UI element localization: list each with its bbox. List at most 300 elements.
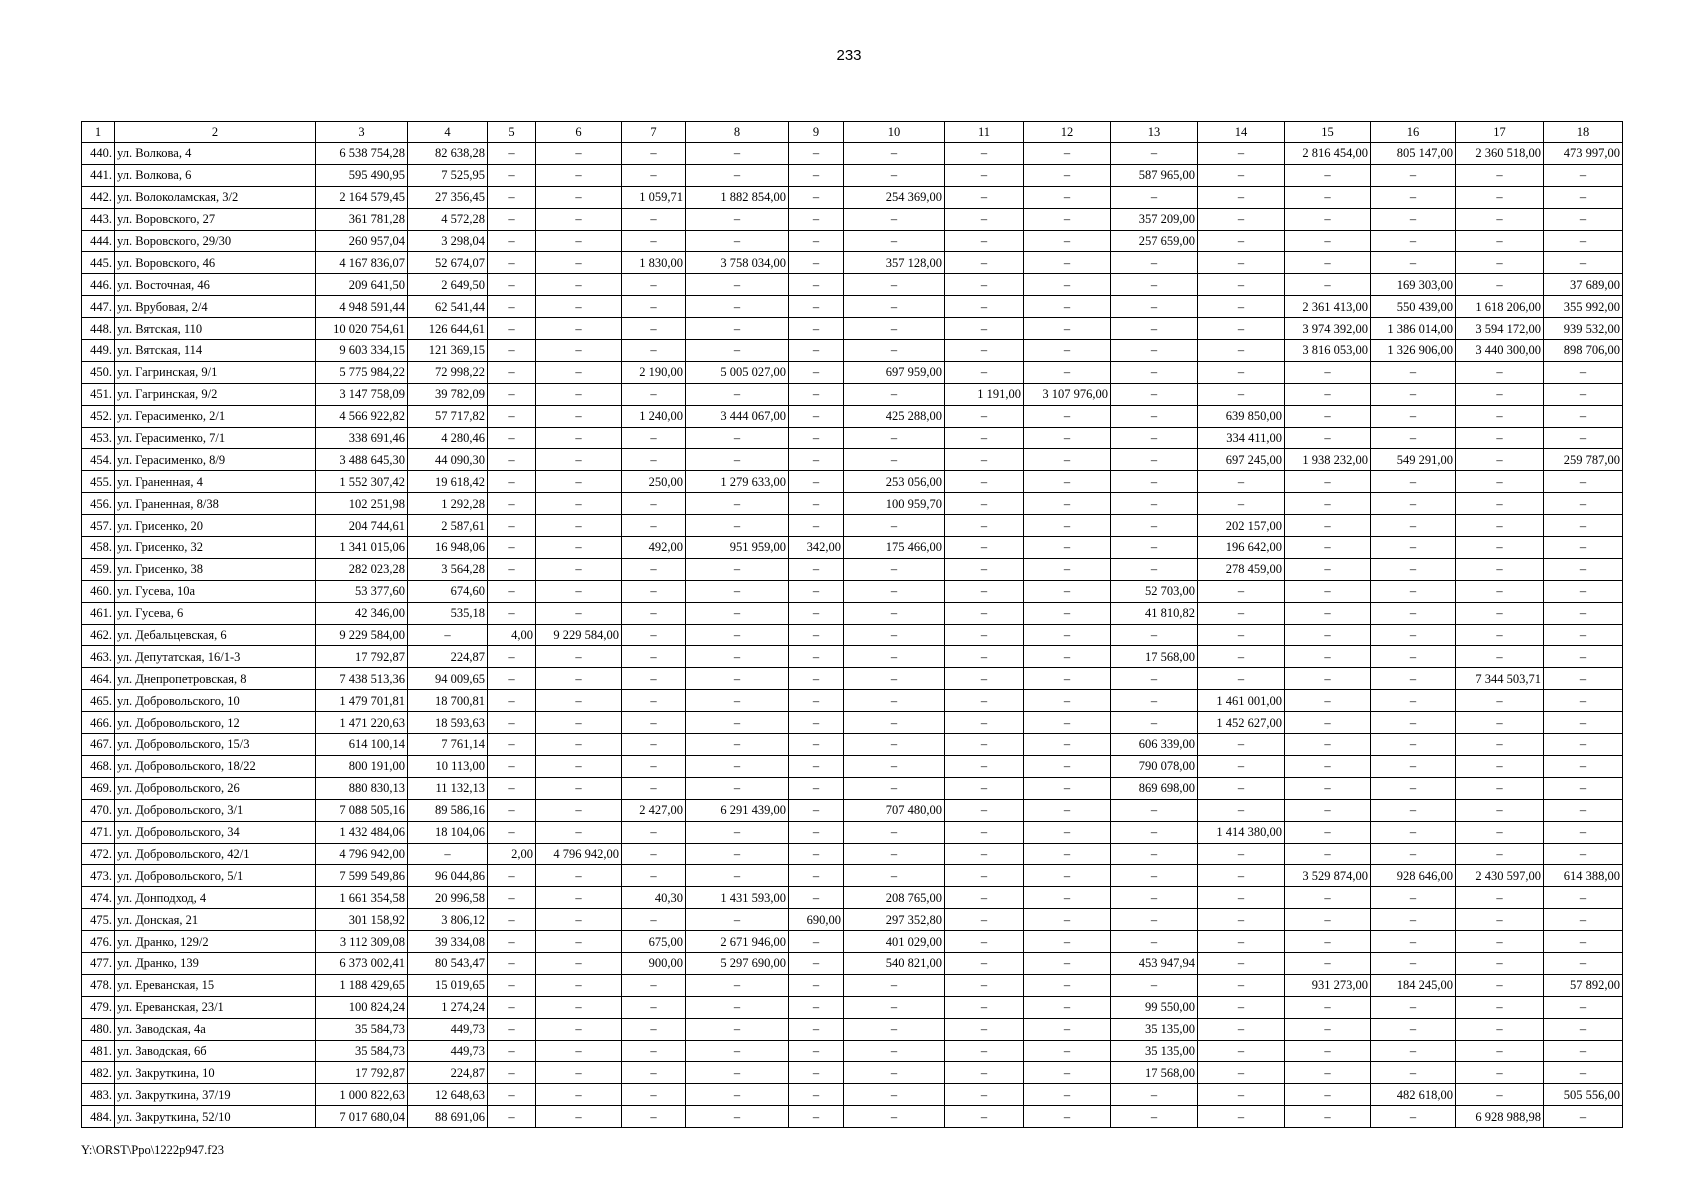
table-row [82, 296, 1623, 318]
value-cell: – [1456, 449, 1544, 471]
value-cell: – [1111, 427, 1198, 449]
value-cell: – [1544, 580, 1623, 602]
value-cell: – [1456, 558, 1544, 580]
value-cell: 342,00 [789, 537, 844, 559]
address-cell: ул. Граненная, 8/38 [115, 493, 316, 515]
value-cell: – [789, 887, 844, 909]
value-cell: – [488, 230, 536, 252]
value-cell: – [844, 1040, 945, 1062]
value-cell: – [1371, 777, 1456, 799]
value-cell: 100 824,24 [316, 996, 408, 1018]
value-cell: – [945, 274, 1024, 296]
value-cell: 2 587,61 [408, 515, 488, 537]
value-cell: – [686, 843, 789, 865]
value-cell: 1 552 307,42 [316, 471, 408, 493]
value-cell: – [1024, 471, 1111, 493]
value-cell: – [1111, 668, 1198, 690]
row-number-cell: 444. [82, 230, 115, 252]
value-cell: – [1544, 690, 1623, 712]
value-cell: 4 280,46 [408, 427, 488, 449]
value-cell: – [1544, 361, 1623, 383]
value-cell: – [536, 996, 622, 1018]
value-cell: – [945, 515, 1024, 537]
row-number-cell: 476. [82, 931, 115, 953]
value-cell: – [622, 493, 686, 515]
value-cell: 1 452 627,00 [1198, 712, 1285, 734]
value-cell: 53 377,60 [316, 580, 408, 602]
value-cell: – [945, 668, 1024, 690]
value-cell: 35 135,00 [1111, 1040, 1198, 1062]
address-cell: ул. Граненная, 4 [115, 471, 316, 493]
value-cell: 94 009,65 [408, 668, 488, 690]
value-cell: – [622, 1062, 686, 1084]
value-cell: – [622, 1106, 686, 1128]
value-cell: 169 303,00 [1371, 274, 1456, 296]
table-row [82, 449, 1623, 471]
value-cell: – [789, 186, 844, 208]
value-cell: – [1024, 1018, 1111, 1040]
table-row [82, 493, 1623, 515]
value-cell: – [488, 909, 536, 931]
value-cell: – [1024, 843, 1111, 865]
value-cell: – [789, 1062, 844, 1084]
value-cell: 259 787,00 [1544, 449, 1623, 471]
row-number-cell: 464. [82, 668, 115, 690]
value-cell: – [945, 755, 1024, 777]
value-cell: 869 698,00 [1111, 777, 1198, 799]
value-cell: – [488, 471, 536, 493]
row-number-cell: 474. [82, 887, 115, 909]
row-number-cell: 465. [82, 690, 115, 712]
value-cell: 425 288,00 [844, 405, 945, 427]
value-cell: – [1456, 952, 1544, 974]
value-cell: – [622, 602, 686, 624]
value-cell: – [1024, 996, 1111, 1018]
value-cell: – [789, 843, 844, 865]
address-cell: ул. Вятская, 110 [115, 318, 316, 340]
value-cell: – [536, 186, 622, 208]
value-cell: – [1024, 624, 1111, 646]
value-cell: – [1024, 712, 1111, 734]
value-cell: 80 543,47 [408, 952, 488, 974]
value-cell: 674,60 [408, 580, 488, 602]
address-cell: ул. Волкова, 6 [115, 164, 316, 186]
value-cell: – [488, 755, 536, 777]
value-cell: 2 671 946,00 [686, 931, 789, 953]
table-row [82, 865, 1623, 887]
value-cell: 20 996,58 [408, 887, 488, 909]
value-cell: – [1111, 449, 1198, 471]
value-cell: – [488, 405, 536, 427]
value-cell: – [1111, 318, 1198, 340]
table-row [82, 471, 1623, 493]
value-cell: – [945, 493, 1024, 515]
value-cell: – [844, 974, 945, 996]
value-cell: – [789, 515, 844, 537]
value-cell: – [1111, 143, 1198, 165]
value-cell: 44 090,30 [408, 449, 488, 471]
value-cell: – [488, 777, 536, 799]
value-cell: – [1285, 558, 1371, 580]
value-cell: – [789, 690, 844, 712]
value-cell: – [536, 974, 622, 996]
address-cell: ул. Дранко, 139 [115, 952, 316, 974]
table-row [82, 361, 1623, 383]
value-cell: – [789, 668, 844, 690]
value-cell: – [1544, 427, 1623, 449]
value-cell: – [1371, 427, 1456, 449]
value-cell: 4 796 942,00 [536, 843, 622, 865]
value-cell: – [789, 821, 844, 843]
value-cell: 41 810,82 [1111, 602, 1198, 624]
value-cell: 550 439,00 [1371, 296, 1456, 318]
value-cell: – [1198, 909, 1285, 931]
value-cell: – [622, 974, 686, 996]
value-cell: – [1456, 186, 1544, 208]
value-cell: – [1024, 799, 1111, 821]
value-cell: – [1544, 668, 1623, 690]
value-cell: 1 274,24 [408, 996, 488, 1018]
value-cell: – [488, 1106, 536, 1128]
value-cell: – [686, 427, 789, 449]
value-cell: – [536, 931, 622, 953]
value-cell: – [1371, 186, 1456, 208]
value-cell: 9 229 584,00 [536, 624, 622, 646]
value-cell: – [488, 668, 536, 690]
value-cell: – [1456, 931, 1544, 953]
value-cell: – [1371, 537, 1456, 559]
value-cell: – [1198, 1018, 1285, 1040]
value-cell: – [488, 734, 536, 756]
value-cell: – [1456, 471, 1544, 493]
value-cell: – [789, 952, 844, 974]
address-cell: ул. Добровольского, 34 [115, 821, 316, 843]
value-cell: 35 584,73 [316, 1040, 408, 1062]
row-number-cell: 451. [82, 383, 115, 405]
value-cell: 7 438 513,36 [316, 668, 408, 690]
row-number-cell: 484. [82, 1106, 115, 1128]
value-cell: 900,00 [622, 952, 686, 974]
value-cell: 96 044,86 [408, 865, 488, 887]
value-cell: – [622, 734, 686, 756]
value-cell: – [1024, 668, 1111, 690]
value-cell: – [536, 755, 622, 777]
value-cell: – [945, 405, 1024, 427]
value-cell: – [1198, 974, 1285, 996]
value-cell: 1 414 380,00 [1198, 821, 1285, 843]
value-cell: 2 427,00 [622, 799, 686, 821]
value-cell: – [1456, 1018, 1544, 1040]
value-cell: – [1111, 405, 1198, 427]
address-cell: ул. Добровольского, 12 [115, 712, 316, 734]
value-cell: – [945, 580, 1024, 602]
value-cell: – [488, 296, 536, 318]
value-cell: – [1371, 1018, 1456, 1040]
value-cell: – [844, 646, 945, 668]
value-cell: – [622, 340, 686, 362]
value-cell: – [1198, 952, 1285, 974]
value-cell: – [1285, 274, 1371, 296]
value-cell: – [1371, 471, 1456, 493]
address-cell: ул. Добровольского, 5/1 [115, 865, 316, 887]
value-cell: – [536, 952, 622, 974]
row-number-cell: 463. [82, 646, 115, 668]
value-cell: 7 599 549,86 [316, 865, 408, 887]
value-cell: – [789, 865, 844, 887]
value-cell: 57 717,82 [408, 405, 488, 427]
table-row [82, 427, 1623, 449]
value-cell: – [686, 1018, 789, 1040]
value-cell: – [536, 230, 622, 252]
value-cell: – [945, 449, 1024, 471]
table-row [82, 690, 1623, 712]
value-cell: 1 471 220,63 [316, 712, 408, 734]
value-cell: – [1371, 887, 1456, 909]
value-cell: – [844, 274, 945, 296]
value-cell: – [945, 646, 1024, 668]
value-cell: – [1544, 1106, 1623, 1128]
value-cell: – [1371, 405, 1456, 427]
value-cell: – [686, 777, 789, 799]
value-cell: – [488, 515, 536, 537]
value-cell: – [686, 1040, 789, 1062]
value-cell: – [1371, 515, 1456, 537]
table-row [82, 208, 1623, 230]
value-cell: – [1544, 383, 1623, 405]
value-cell: – [844, 1084, 945, 1106]
value-cell: – [488, 143, 536, 165]
value-cell: – [1024, 755, 1111, 777]
value-cell: – [844, 624, 945, 646]
value-cell: 17 568,00 [1111, 1062, 1198, 1084]
value-cell: – [1024, 931, 1111, 953]
value-cell: – [1111, 296, 1198, 318]
value-cell: – [488, 361, 536, 383]
value-cell: – [686, 164, 789, 186]
value-cell: – [536, 909, 622, 931]
value-cell: – [1544, 1018, 1623, 1040]
column-header: 11 [945, 122, 1024, 143]
address-cell: ул. Добровольского, 15/3 [115, 734, 316, 756]
value-cell: – [622, 1040, 686, 1062]
value-cell: – [1024, 952, 1111, 974]
value-cell: 697 245,00 [1198, 449, 1285, 471]
value-cell: 2 361 413,00 [1285, 296, 1371, 318]
value-cell: – [945, 340, 1024, 362]
value-cell: – [536, 865, 622, 887]
value-cell: – [488, 931, 536, 953]
value-cell: – [1456, 274, 1544, 296]
value-cell: 1 000 822,63 [316, 1084, 408, 1106]
value-cell: – [1371, 931, 1456, 953]
value-cell: 10 020 754,61 [316, 318, 408, 340]
value-cell: 208 765,00 [844, 887, 945, 909]
address-cell: ул. Воровского, 46 [115, 252, 316, 274]
value-cell: – [1024, 318, 1111, 340]
value-cell: – [1285, 252, 1371, 274]
value-cell: – [844, 340, 945, 362]
value-cell: – [686, 909, 789, 931]
value-cell: – [1024, 887, 1111, 909]
value-cell: – [622, 143, 686, 165]
value-cell: 1 341 015,06 [316, 537, 408, 559]
value-cell: – [1111, 537, 1198, 559]
value-cell: – [1024, 1084, 1111, 1106]
value-cell: – [686, 296, 789, 318]
value-cell: – [945, 690, 1024, 712]
value-cell: – [1544, 164, 1623, 186]
value-cell: – [1371, 646, 1456, 668]
value-cell: – [945, 821, 1024, 843]
value-cell: – [1371, 909, 1456, 931]
value-cell: – [945, 931, 1024, 953]
value-cell: 1 240,00 [622, 405, 686, 427]
value-cell: – [844, 712, 945, 734]
value-cell: 1 059,71 [622, 186, 686, 208]
value-cell: – [945, 865, 1024, 887]
value-cell: 88 691,06 [408, 1106, 488, 1128]
value-cell: – [488, 974, 536, 996]
value-cell: – [844, 843, 945, 865]
value-cell: 27 356,45 [408, 186, 488, 208]
value-cell: – [1371, 164, 1456, 186]
value-cell: – [1544, 471, 1623, 493]
value-cell: 1 279 633,00 [686, 471, 789, 493]
value-cell: – [488, 865, 536, 887]
value-cell: – [1371, 996, 1456, 1018]
value-cell: – [1371, 952, 1456, 974]
value-cell: – [789, 624, 844, 646]
value-cell: 4 948 591,44 [316, 296, 408, 318]
address-cell: ул. Гагринская, 9/1 [115, 361, 316, 383]
value-cell: 202 157,00 [1198, 515, 1285, 537]
row-number-cell: 448. [82, 318, 115, 340]
value-cell: – [536, 668, 622, 690]
value-cell: 18 700,81 [408, 690, 488, 712]
table-row [82, 646, 1623, 668]
value-cell: – [686, 755, 789, 777]
value-cell: – [686, 208, 789, 230]
value-cell: – [1544, 624, 1623, 646]
address-cell: ул. Закруткина, 10 [115, 1062, 316, 1084]
address-cell: ул. Герасименко, 7/1 [115, 427, 316, 449]
value-cell: – [844, 996, 945, 1018]
value-cell: 7 017 680,04 [316, 1106, 408, 1128]
value-cell: – [686, 383, 789, 405]
value-cell: – [945, 361, 1024, 383]
value-cell: – [536, 405, 622, 427]
value-cell: – [686, 690, 789, 712]
value-cell: – [945, 143, 1024, 165]
value-cell: 3 758 034,00 [686, 252, 789, 274]
column-header: 3 [316, 122, 408, 143]
value-cell: 10 113,00 [408, 755, 488, 777]
row-number-cell: 453. [82, 427, 115, 449]
value-cell: – [1198, 143, 1285, 165]
value-cell: – [945, 537, 1024, 559]
row-number-cell: 447. [82, 296, 115, 318]
value-cell: – [1198, 383, 1285, 405]
table-row [82, 143, 1623, 165]
value-cell: – [1111, 909, 1198, 931]
table-row [82, 755, 1623, 777]
row-number-cell: 467. [82, 734, 115, 756]
value-cell: – [789, 361, 844, 383]
value-cell: – [1456, 887, 1544, 909]
value-cell: – [844, 1018, 945, 1040]
value-cell: – [844, 1062, 945, 1084]
value-cell: – [1285, 690, 1371, 712]
value-cell: 253 056,00 [844, 471, 945, 493]
row-number-cell: 441. [82, 164, 115, 186]
value-cell: – [1544, 734, 1623, 756]
row-number-cell: 452. [82, 405, 115, 427]
value-cell: 3 564,28 [408, 558, 488, 580]
value-cell: – [1024, 296, 1111, 318]
value-cell: – [1111, 931, 1198, 953]
value-cell: – [622, 690, 686, 712]
value-cell: – [1544, 931, 1623, 953]
value-cell: – [622, 668, 686, 690]
value-cell: – [1024, 449, 1111, 471]
value-cell: – [1544, 1040, 1623, 1062]
value-cell: – [789, 755, 844, 777]
value-cell: – [536, 712, 622, 734]
value-cell: – [945, 909, 1024, 931]
table-row [82, 952, 1623, 974]
value-cell: – [1198, 580, 1285, 602]
column-header: 10 [844, 122, 945, 143]
value-cell: – [1111, 383, 1198, 405]
row-number-cell: 462. [82, 624, 115, 646]
value-cell: – [1456, 843, 1544, 865]
value-cell: 334 411,00 [1198, 427, 1285, 449]
value-cell: – [622, 712, 686, 734]
value-cell: 12 648,63 [408, 1084, 488, 1106]
value-cell: – [1198, 230, 1285, 252]
value-cell: – [789, 427, 844, 449]
value-cell: 473 997,00 [1544, 143, 1623, 165]
row-number-cell: 470. [82, 799, 115, 821]
value-cell: – [789, 1040, 844, 1062]
value-cell: – [536, 383, 622, 405]
value-cell: – [1198, 340, 1285, 362]
value-cell: 5 005 027,00 [686, 361, 789, 383]
value-cell: – [622, 1084, 686, 1106]
value-cell: – [408, 624, 488, 646]
value-cell: 357 128,00 [844, 252, 945, 274]
value-cell: – [789, 996, 844, 1018]
value-cell: – [686, 515, 789, 537]
value-cell: – [536, 361, 622, 383]
value-cell: 1 882 854,00 [686, 186, 789, 208]
value-cell: 9 229 584,00 [316, 624, 408, 646]
value-cell: – [408, 843, 488, 865]
address-cell: ул. Волоколамская, 3/2 [115, 186, 316, 208]
value-cell: 614 388,00 [1544, 865, 1623, 887]
value-cell: 707 480,00 [844, 799, 945, 821]
value-cell: – [844, 734, 945, 756]
value-cell: – [1198, 887, 1285, 909]
value-cell: 209 641,50 [316, 274, 408, 296]
value-cell: 99 550,00 [1111, 996, 1198, 1018]
value-cell: – [945, 952, 1024, 974]
value-cell: – [945, 558, 1024, 580]
value-cell: – [686, 712, 789, 734]
value-cell: – [1111, 252, 1198, 274]
value-cell: – [1111, 974, 1198, 996]
value-cell: – [488, 537, 536, 559]
